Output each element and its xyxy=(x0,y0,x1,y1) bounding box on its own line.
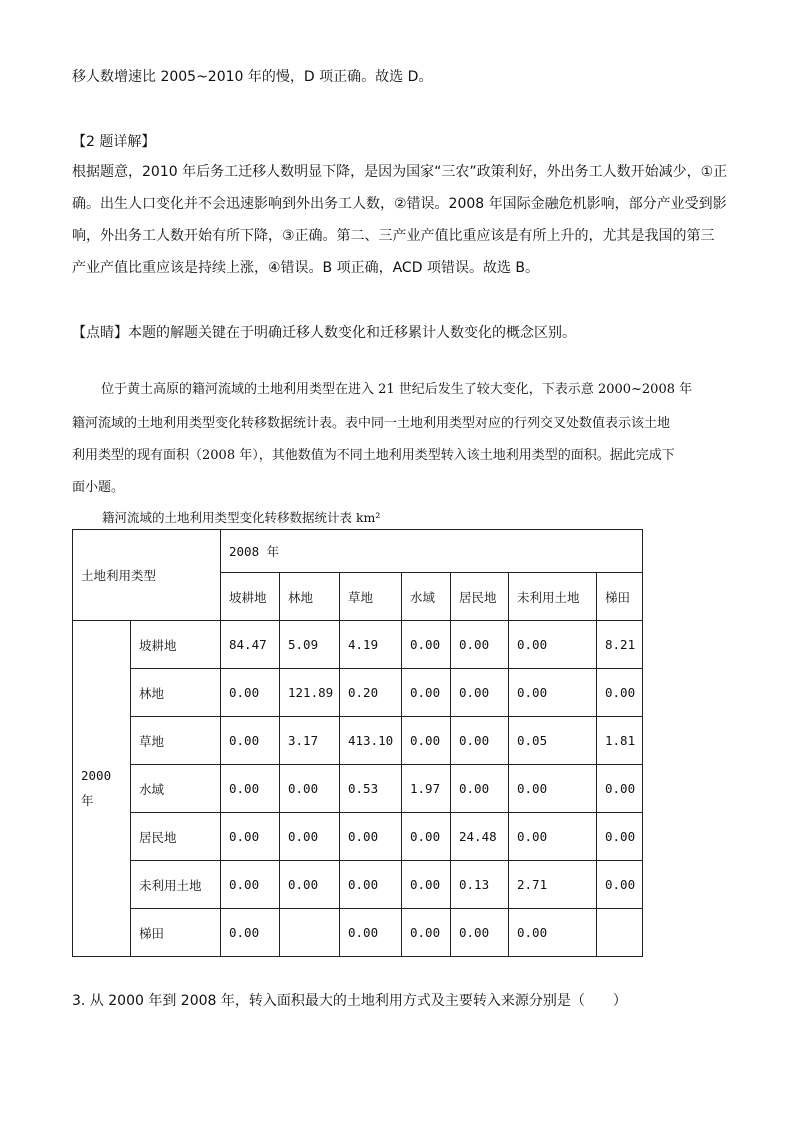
land-use-transfer-table xyxy=(72,529,643,957)
table-cell: 0.00 xyxy=(597,765,643,813)
table-cell: 0.00 xyxy=(221,861,280,909)
table-cell: 0.00 xyxy=(280,765,340,813)
answer-paragraph-end: 移人数增速比 2005~2010 年的慢，D 项正确。故选 D。 xyxy=(72,69,433,85)
intro-line-2: 籍河流域的土地利用类型变化转移数据统计表。表中同一土地利用类型对应的行列交叉处数值表示该土地 xyxy=(72,416,671,431)
column-header: 草地 xyxy=(340,573,402,621)
year-2000-unit: 年 xyxy=(81,793,94,808)
table-cell: 5.09 xyxy=(280,621,340,669)
table-cell: 0.00 xyxy=(451,765,509,813)
table-cell: 0.00 xyxy=(509,909,597,957)
table-cell: 0.00 xyxy=(280,861,340,909)
table-cell: 0.00 xyxy=(221,669,280,717)
table-cell: 0.00 xyxy=(451,669,509,717)
table-cell: 121.89 xyxy=(280,669,340,717)
year-2000-header xyxy=(73,621,131,957)
table-cell: 0.00 xyxy=(451,717,509,765)
column-header: 居民地 xyxy=(451,573,509,621)
question-3: 3. 从 2000 年到 2008 年，转入面积最大的土地利用方式及主要转入来源分别是（ ） xyxy=(72,993,627,1009)
table-body xyxy=(73,621,643,957)
row-header: 梯田 xyxy=(131,909,221,957)
table-cell: 0.00 xyxy=(402,621,451,669)
row-header: 水域 xyxy=(131,765,221,813)
intro-line-3: 利用类型的现有面积（2008 年），其他数值为不同土地利用类型转入该土地利用类型的面积。据此完成下 xyxy=(72,448,675,463)
table-cell: 0.00 xyxy=(402,669,451,717)
table-cell: 0.00 xyxy=(451,621,509,669)
table-cell: 0.00 xyxy=(402,861,451,909)
table-cell: 0.00 xyxy=(340,861,402,909)
table-cell: 0.00 xyxy=(340,813,402,861)
table-cell: 0.00 xyxy=(402,813,451,861)
table-cell: 0.00 xyxy=(402,717,451,765)
table-cell: 8.21 xyxy=(597,621,643,669)
table-cell: 0.00 xyxy=(451,909,509,957)
column-header: 未利用土地 xyxy=(509,573,597,621)
table-cell: 2.71 xyxy=(509,861,597,909)
row-header: 未利用土地 xyxy=(131,861,221,909)
table-cell: 0.13 xyxy=(451,861,509,909)
table-cell: 0.00 xyxy=(340,909,402,957)
row-header: 坡耕地 xyxy=(131,621,221,669)
table-cell: 413.10 xyxy=(340,717,402,765)
table-cell: 0.00 xyxy=(597,669,643,717)
table-cell: 3.17 xyxy=(280,717,340,765)
year-2008-header: 2008 年 xyxy=(221,530,643,573)
table-cell xyxy=(597,909,643,957)
table-cell: 0.00 xyxy=(597,813,643,861)
explanation-line-1: 根据题意，2010 年后务工迁移人数明显下降，是因为国家“三农”政策利好，外出务工人数开始减少，①正 xyxy=(72,164,728,180)
row-header: 居民地 xyxy=(131,813,221,861)
table-cell: 4.19 xyxy=(340,621,402,669)
column-header: 坡耕地 xyxy=(221,573,280,621)
table-cell: 0.00 xyxy=(509,669,597,717)
row-header: 林地 xyxy=(131,669,221,717)
table-cell: 84.47 xyxy=(221,621,280,669)
note-paragraph: 【点睛】本题的解题关键在于明确迁移人数变化和迁移累计人数变化的概念区别。 xyxy=(72,325,576,341)
section-heading: 【2 题详解】 xyxy=(72,134,156,150)
table-cell: 0.00 xyxy=(280,813,340,861)
column-header: 梯田 xyxy=(597,573,643,621)
table-cell: 0.00 xyxy=(509,765,597,813)
year-2000-number: 2000 xyxy=(81,768,112,783)
table-cell: 0.53 xyxy=(340,765,402,813)
table-cell: 0.00 xyxy=(597,861,643,909)
table-cell: 1.97 xyxy=(402,765,451,813)
table-cell: 0.20 xyxy=(340,669,402,717)
table-cell: 0.00 xyxy=(509,813,597,861)
table-cell: 0.00 xyxy=(402,909,451,957)
intro-line-4: 面小题。 xyxy=(72,480,125,495)
table-cell: 0.00 xyxy=(221,909,280,957)
table-caption: 籍河流域的土地利用类型变化转移数据统计表 km² xyxy=(102,510,381,525)
table-cell: 0.00 xyxy=(221,765,280,813)
table-corner-header: 土地利用类型 xyxy=(73,530,221,621)
explanation-line-2: 确。出生人口变化并不会迅速影响到外出务工人数，②错误。2008 年国际金融危机影响，部分产业受到影 xyxy=(72,196,727,212)
row-header: 草地 xyxy=(131,717,221,765)
column-header: 林地 xyxy=(280,573,340,621)
explanation-line-3: 响，外出务工人数开始有所下降，③正确。第二、三产业产值比重应该是有所上升的，尤其是我国的第三 xyxy=(72,228,715,244)
table-cell: 0.00 xyxy=(221,717,280,765)
intro-line-1: 位于黄土高原的籍河流域的土地利用类型在进入 21 世纪后发生了较大变化，下表示意 2000~2008 年 xyxy=(101,382,693,397)
table-cell: 24.48 xyxy=(451,813,509,861)
table-cell: 0.00 xyxy=(509,621,597,669)
column-header: 水域 xyxy=(402,573,451,621)
table-cell: 0.05 xyxy=(509,717,597,765)
table-cell: 1.81 xyxy=(597,717,643,765)
table-cell xyxy=(280,909,340,957)
explanation-line-4: 产业产值比重应该是持续上涨，④错误。B 项正确，ACD 项错误。故选 B。 xyxy=(72,260,539,276)
table-cell: 0.00 xyxy=(221,813,280,861)
